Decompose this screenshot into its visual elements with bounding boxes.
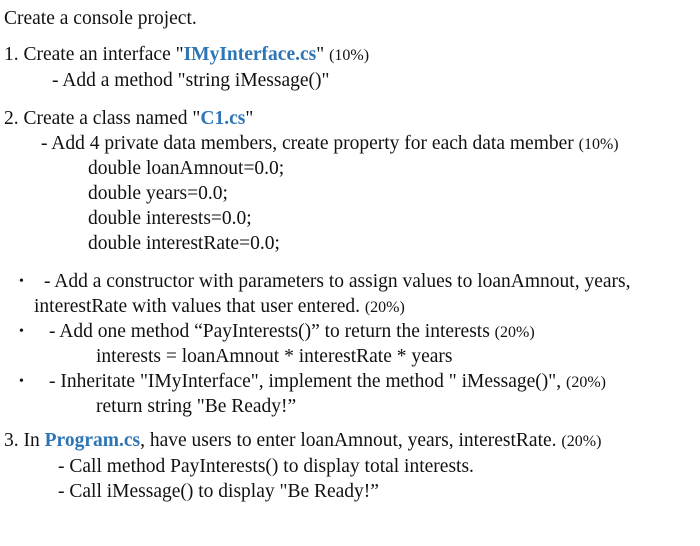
bullet-marker: •: [19, 374, 24, 389]
return-string-text: return string "Be Ready!”: [96, 396, 297, 417]
member-declaration: double loanAmnout=0.0;: [88, 158, 285, 179]
member-declaration: double years=0.0;: [88, 183, 228, 204]
pay-interests-text: [49, 320, 535, 345]
step-2-heading: [4, 107, 253, 131]
bullet-marker: •: [19, 274, 24, 289]
constructor-cont-text: interestRate with values that user entered.: [34, 296, 365, 317]
pay-interests-weight: (20%): [494, 324, 535, 341]
intro-text: Create a console project.: [4, 8, 197, 29]
pay-interests-instruction: - Add one method “PayInterests()” to return the interests: [49, 321, 495, 342]
class-filename: C1.cs: [200, 108, 246, 129]
step-3-suffix: , have users to enter loanAmnout, years, interestRate.: [140, 430, 562, 451]
step-3-weight: (20%): [561, 433, 602, 450]
members-instruction: - Add 4 private data members, create property for each data member: [41, 133, 579, 154]
inherit-text: [49, 370, 606, 395]
step-3-prefix: 3. In: [4, 430, 45, 451]
constructor-text: - Add a constructor with parameters to assign values to loanAmnout, years,: [44, 271, 631, 292]
member-declaration: double interests=0.0;: [88, 208, 252, 229]
call-imessage-text: - Call iMessage() to display "Be Ready!”: [58, 481, 379, 502]
step-2-prefix: 2. Create a class named ": [4, 108, 201, 129]
bullet-marker: •: [19, 324, 24, 339]
step-2-members-text: [41, 132, 619, 157]
step-1-heading: [4, 43, 369, 68]
step-1-weight: (10%): [329, 47, 370, 64]
constructor-weight: (20%): [364, 299, 405, 316]
interface-filename: IMyInterface.cs: [183, 44, 317, 65]
step-1-method-text: - Add a method "string iMessage()": [52, 70, 330, 91]
step-2-suffix: ": [245, 108, 254, 129]
member-declaration: double interestRate=0.0;: [88, 233, 280, 254]
step-1-suffix: ": [316, 44, 330, 65]
step-3-heading: [4, 429, 601, 454]
interest-formula: interests = loanAmnout * interestRate * years: [96, 346, 453, 367]
program-filename: Program.cs: [44, 430, 141, 451]
step-1-prefix: 1. Create an interface ": [4, 44, 184, 65]
constructor-continuation: [34, 295, 405, 320]
members-weight: (10%): [578, 136, 619, 153]
inherit-instruction: - Inheritate "IMyInterface", implement the method " iMessage()",: [49, 371, 566, 392]
call-pay-interests-text: - Call method PayInterests() to display total interests.: [58, 456, 474, 477]
inherit-weight: (20%): [566, 374, 606, 391]
